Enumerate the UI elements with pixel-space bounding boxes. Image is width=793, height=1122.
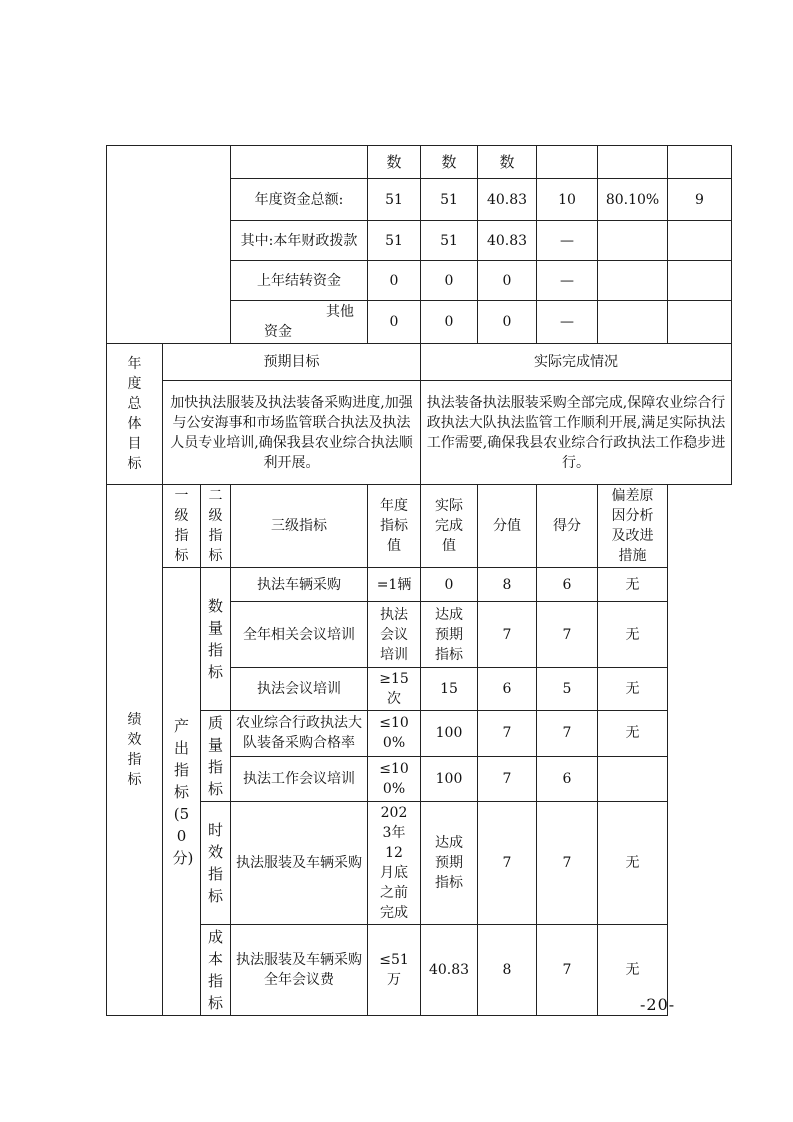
header-score-value: 分值 — [478, 485, 537, 568]
header-actual: 实际完成值 — [421, 485, 478, 568]
indicator-target: 2023年12月底之前完成 — [368, 802, 421, 925]
funding-value: 51 — [368, 179, 421, 221]
performance-section-label: 绩效指标 — [107, 485, 163, 1016]
funding-value: 0 — [421, 301, 478, 344]
goals-header-row — [107, 344, 732, 381]
indicator-row — [107, 802, 732, 925]
funding-value — [598, 261, 668, 301]
funding-blank-cell — [107, 146, 231, 344]
indicator-row — [107, 711, 732, 757]
indicator-score: 6 — [537, 756, 598, 802]
indicator-name: 执法服装及车辆采购 — [231, 802, 368, 925]
funding-label: 上年结转资金 — [231, 261, 368, 301]
indicator-value: 7 — [478, 602, 537, 668]
page-number: -20- — [640, 995, 676, 1014]
actual-goal-header: 实际完成情况 — [421, 344, 732, 381]
indicator-actual: 达成预期指标 — [421, 602, 478, 668]
indicator-note: 无 — [598, 568, 668, 602]
funding-value — [668, 301, 732, 344]
funding-value — [598, 221, 668, 261]
funding-value: 51 — [368, 221, 421, 261]
header-level1: 一级指标 — [163, 485, 201, 568]
indicator-value: 8 — [478, 568, 537, 602]
indicator-name: 农业综合行政执法大队装备采购合格率 — [231, 711, 368, 757]
funding-value: 0 — [478, 301, 537, 344]
category-cost: 成本指标 — [201, 925, 231, 1016]
indicator-score: 7 — [537, 711, 598, 757]
funding-value: 51 — [421, 221, 478, 261]
funding-value: 0 — [368, 261, 421, 301]
indicator-note — [598, 756, 668, 802]
indicator-target: ≤51万 — [368, 925, 421, 1016]
funding-value: 0 — [478, 261, 537, 301]
funding-value: — — [537, 221, 598, 261]
indicator-actual: 达成预期指标 — [421, 802, 478, 925]
funding-value: 0 — [421, 261, 478, 301]
funding-col-head-3: 数 — [478, 146, 537, 179]
indicator-score: 6 — [537, 568, 598, 602]
funding-value — [598, 301, 668, 344]
funding-col-head-1: 数 — [368, 146, 421, 179]
funding-label-line: 其他 — [326, 304, 355, 320]
indicator-name: 执法车辆采购 — [231, 568, 368, 602]
indicator-target: ≤100% — [368, 711, 421, 757]
indicator-row — [107, 925, 732, 1016]
funding-value: 0 — [368, 301, 421, 344]
indicator-name: 全年相关会议培训 — [231, 602, 368, 668]
indicator-actual: 100 — [421, 756, 478, 802]
funding-label: 年度资金总额: — [231, 179, 368, 221]
indicator-value: 7 — [478, 756, 537, 802]
funding-value: — — [537, 261, 598, 301]
funding-value: 9 — [668, 179, 732, 221]
indicator-value: 7 — [478, 711, 537, 757]
funding-label-line: 资金 — [264, 324, 293, 340]
indicator-score: 7 — [537, 925, 598, 1016]
header-deviation: 偏差原因分析及改进措施 — [598, 485, 668, 568]
indicator-target: ≥15次 — [368, 668, 421, 711]
goals-content-row — [107, 381, 732, 485]
indicator-actual: 40.83 — [421, 925, 478, 1016]
header-score: 得分 — [537, 485, 598, 568]
indicator-actual: 100 — [421, 711, 478, 757]
funding-value: 80.10% — [598, 179, 668, 221]
header-level2: 二级指标 — [201, 485, 231, 568]
funding-label-blank — [231, 146, 368, 179]
funding-value: 51 — [421, 179, 478, 221]
header-level3: 三级指标 — [231, 485, 368, 568]
performance-header-row — [107, 485, 732, 568]
funding-value: — — [537, 301, 598, 344]
indicator-score: 5 — [537, 668, 598, 711]
indicator-value: 7 — [478, 802, 537, 925]
indicator-note: 无 — [598, 925, 668, 1016]
indicator-target: ≤100% — [368, 756, 421, 802]
funding-header-row — [107, 146, 732, 179]
funding-value: 40.83 — [478, 221, 537, 261]
indicator-actual: 15 — [421, 668, 478, 711]
indicator-score: 7 — [537, 802, 598, 925]
indicator-score: 7 — [537, 602, 598, 668]
indicator-note: 无 — [598, 668, 668, 711]
indicator-actual: 0 — [421, 568, 478, 602]
funding-value: 10 — [537, 179, 598, 221]
indicator-row — [107, 568, 732, 602]
indicator-name: 执法会议培训 — [231, 668, 368, 711]
performance-table — [106, 145, 732, 1016]
funding-value: 40.83 — [478, 179, 537, 221]
indicator-note: 无 — [598, 602, 668, 668]
funding-label — [231, 301, 368, 344]
indicator-value: 6 — [478, 668, 537, 711]
indicator-name: 执法工作会议培训 — [231, 756, 368, 802]
goals-section-label: 年度总体目标 — [107, 344, 163, 485]
header-annual: 年度指标值 — [368, 485, 421, 568]
funding-value — [668, 261, 732, 301]
category-quantity: 数量指标 — [201, 568, 231, 711]
indicator-note: 无 — [598, 711, 668, 757]
category-timeliness: 时效指标 — [201, 802, 231, 925]
indicator-target: 执法会议培训 — [368, 602, 421, 668]
level1-output-cell: 产出指标(50分) — [163, 568, 201, 1016]
funding-col-head-2: 数 — [421, 146, 478, 179]
expected-goal-text: 加快执法服装及执法装备采购进度,加强与公安海事和市场监管联合执法及执法人员专业培训,确保我县农业综合执法顺利开展。 — [163, 381, 421, 485]
funding-label: 其中:本年财政拨款 — [231, 221, 368, 261]
funding-value — [668, 221, 732, 261]
indicator-value: 8 — [478, 925, 537, 1016]
indicator-note: 无 — [598, 802, 668, 925]
actual-goal-text: 执法装备执法服装采购全部完成,保障农业综合行政执法大队执法监管工作顺利开展,满足实际执法工作需要,确保我县农业综合行政执法工作稳步进行。 — [421, 381, 732, 485]
expected-goal-header: 预期目标 — [163, 344, 421, 381]
category-quality: 质量指标 — [201, 711, 231, 802]
indicator-name: 执法服装及车辆采购全年会议费 — [231, 925, 368, 1016]
indicator-target: =1辆 — [368, 568, 421, 602]
